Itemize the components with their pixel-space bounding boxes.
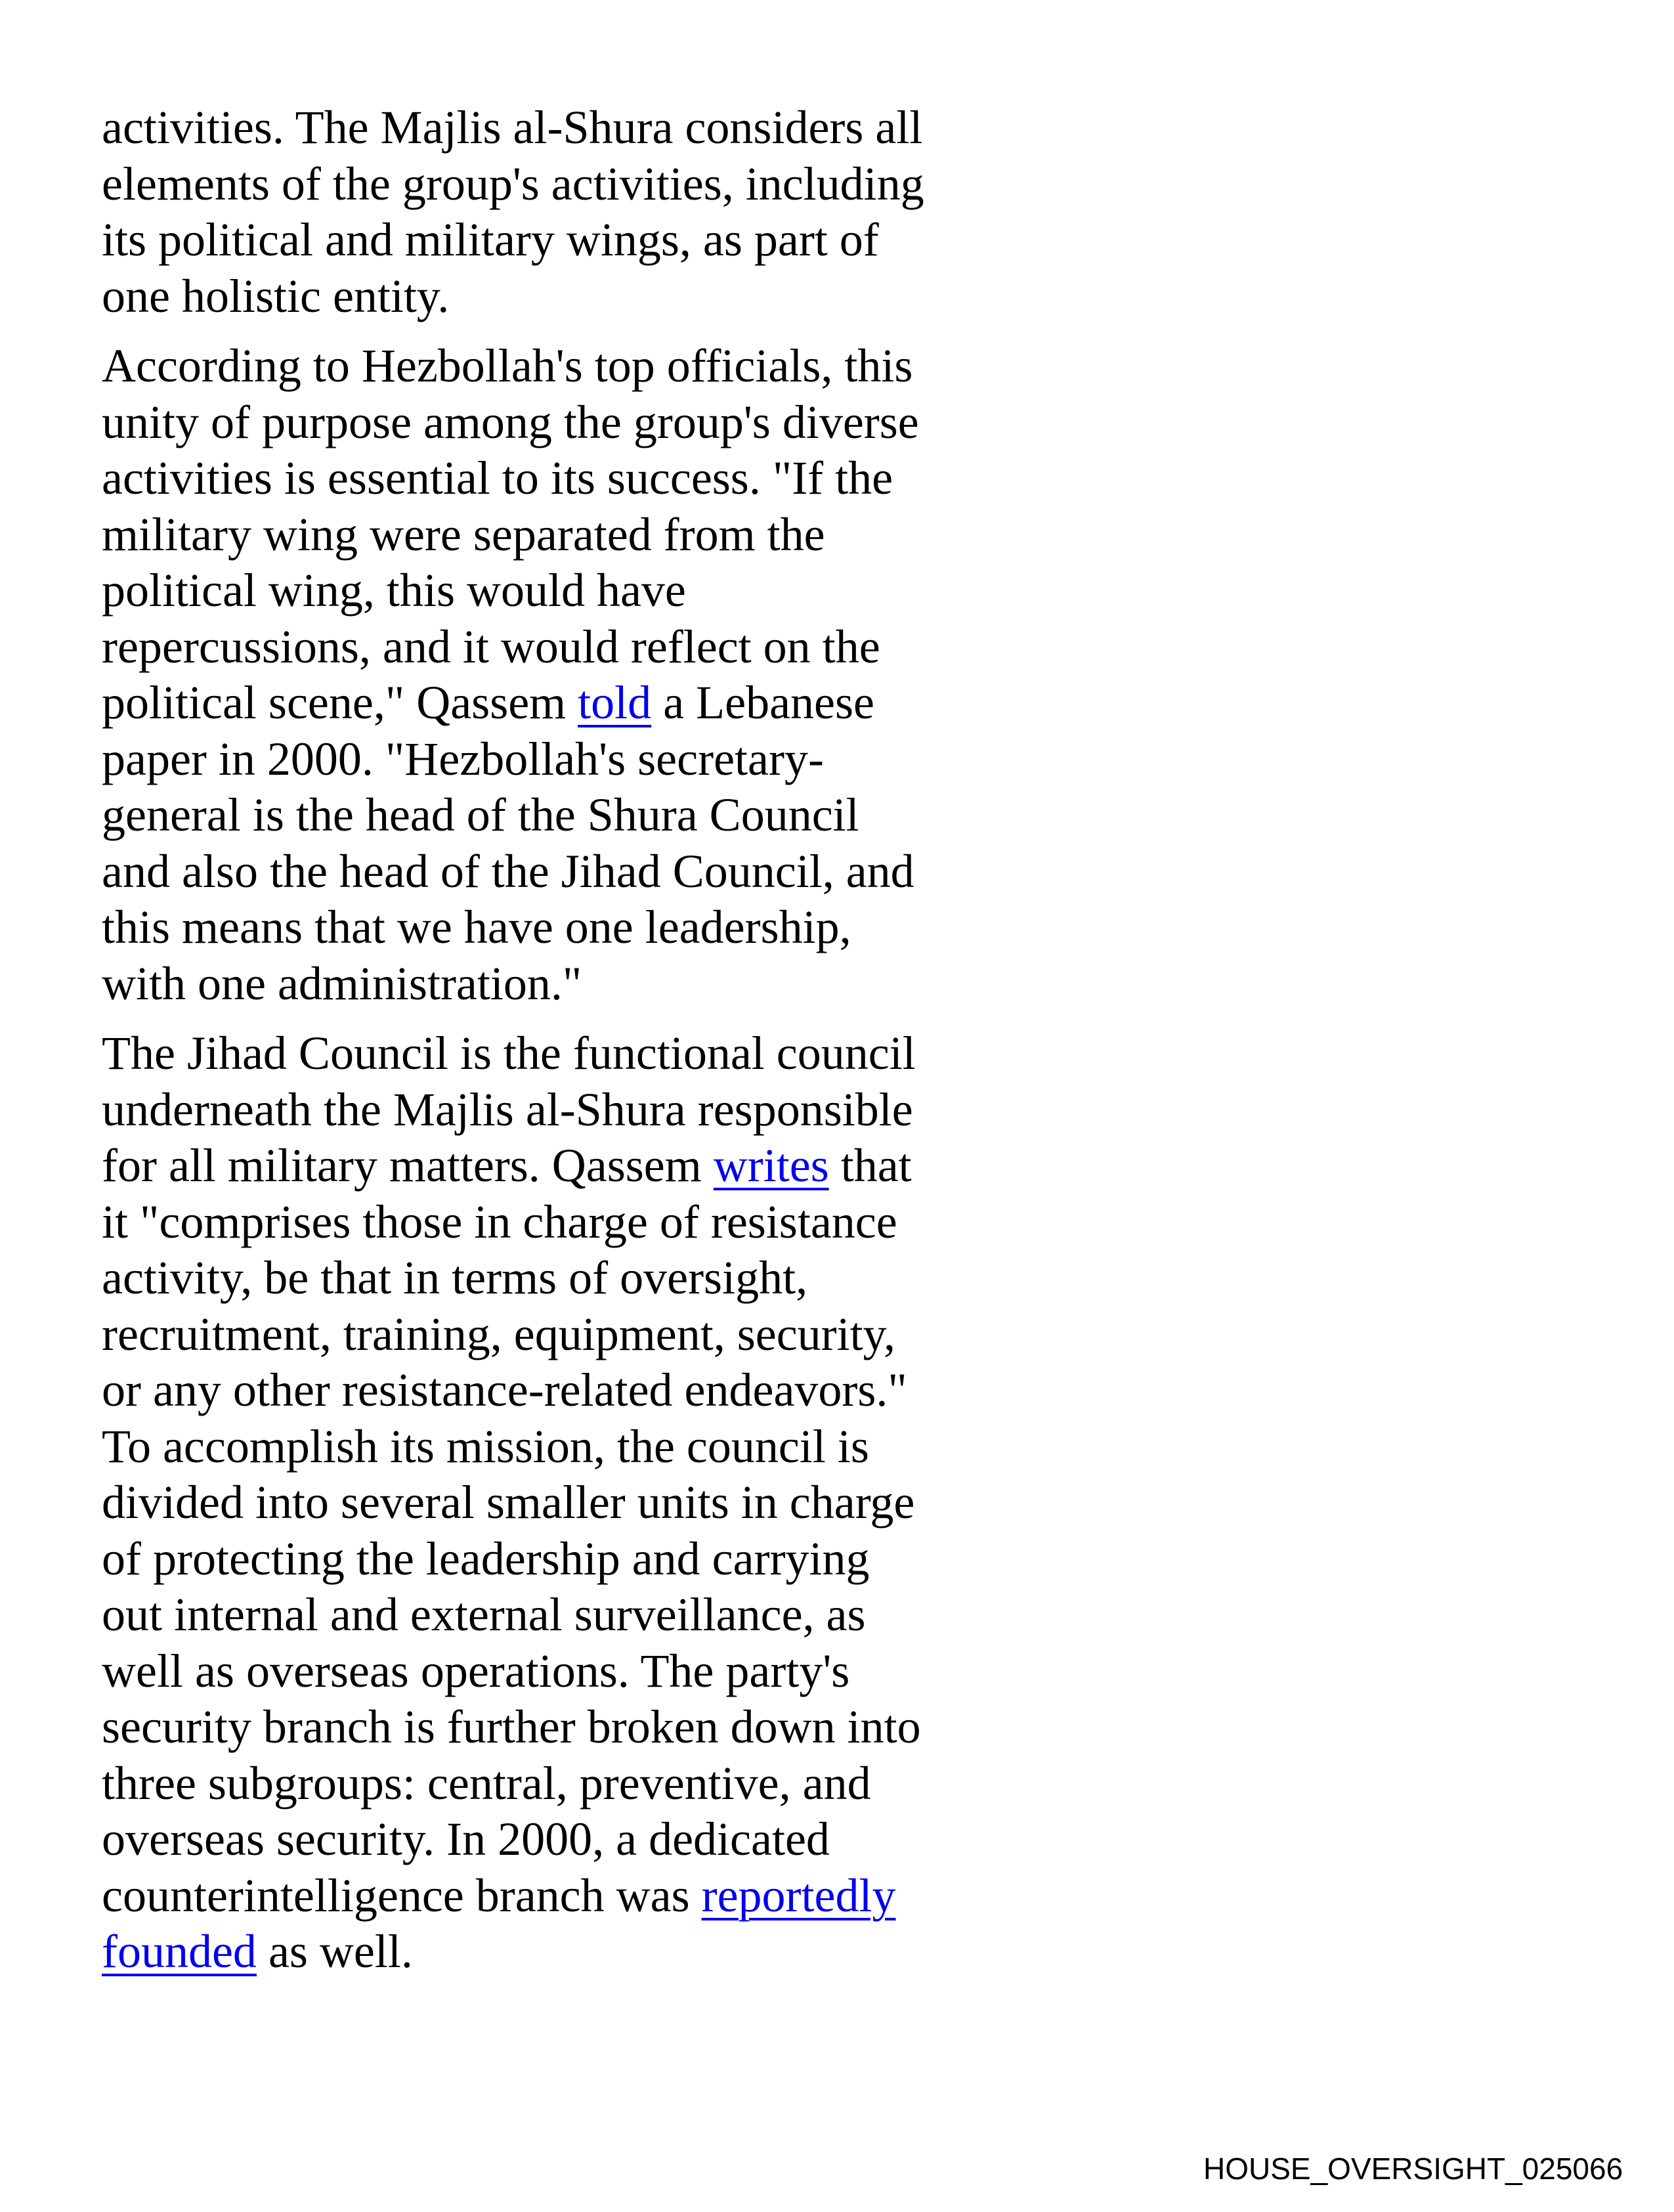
text-line: repercussions, and it would reflect on the <box>102 620 880 673</box>
paragraph-3 <box>102 1026 1021 1980</box>
text-segment: that <box>828 1139 912 1192</box>
text-line: its political and military wings, as part of <box>102 213 879 266</box>
text-line: recruitment, training, equipment, security, <box>102 1307 895 1360</box>
link-writes[interactable]: writes <box>713 1139 829 1192</box>
text-line: of protecting the leadership and carrying <box>102 1532 870 1585</box>
paragraph-1 <box>102 100 1021 324</box>
paragraph-2 <box>102 338 1021 1012</box>
text-line: To accomplish its mission, the council is <box>102 1420 869 1473</box>
text-line: well as overseas operations. The party's <box>102 1644 850 1697</box>
text-line: According to Hezbollah's top officials, this <box>102 339 913 392</box>
text-line: and also the head of the Jihad Council, and <box>102 844 914 898</box>
text-line: overseas security. In 2000, a dedicated <box>102 1813 830 1865</box>
text-line: three subgroups: central, preventive, and <box>102 1756 871 1810</box>
text-line: activities is essential to its success. "If the <box>102 452 893 504</box>
text-line: activities. The Majlis al-Shura considers all <box>102 101 923 154</box>
text-line: one holistic entity. <box>102 269 450 322</box>
text-line-with-link <box>102 675 1021 731</box>
text-line: paper in 2000. "Hezbollah's secretary- <box>102 732 824 785</box>
text-segment: for all military matters. Qassem <box>102 1139 714 1192</box>
link-told[interactable]: told <box>578 676 652 729</box>
text-line: divided into several smaller units in charge <box>102 1476 915 1529</box>
link-reportedly-founded-cont[interactable]: founded <box>102 1925 257 1978</box>
text-line: this means that we have one leadership, <box>102 901 851 953</box>
text-line-with-link <box>102 1868 1021 1924</box>
text-line: or any other resistance-related endeavors." <box>102 1364 907 1416</box>
text-line-with-link <box>102 1138 1021 1194</box>
text-segment: counterintelligence branch was <box>102 1869 702 1922</box>
text-line: The Jihad Council is the functional council <box>102 1027 916 1079</box>
bates-number: HOUSE_OVERSIGHT_025066 <box>1203 2152 1623 2186</box>
text-line: with one administration." <box>102 957 582 1010</box>
link-reportedly-founded[interactable]: reportedly <box>701 1869 896 1922</box>
text-line: unity of purpose among the group's diverse <box>102 395 919 448</box>
text-segment: political scene," Qassem <box>102 676 578 729</box>
text-line: political wing, this would have <box>102 564 686 617</box>
text-line: security branch is further broken down into <box>102 1701 921 1753</box>
text-line: underneath the Majlis al-Shura responsible <box>102 1083 913 1136</box>
document-body <box>102 100 1021 1994</box>
text-line: out internal and external surveillance, as <box>102 1588 866 1641</box>
text-line: general is the head of the Shura Council <box>102 789 859 841</box>
text-segment: a Lebanese <box>651 676 874 729</box>
text-line: elements of the group's activities, including <box>102 157 924 210</box>
text-line-with-link <box>102 1924 1021 1980</box>
text-line: activity, be that in terms of oversight, <box>102 1251 808 1304</box>
text-line: it "comprises those in charge of resistance <box>102 1195 897 1248</box>
text-line: military wing were separated from the <box>102 508 825 561</box>
text-segment: as well. <box>256 1925 413 1978</box>
